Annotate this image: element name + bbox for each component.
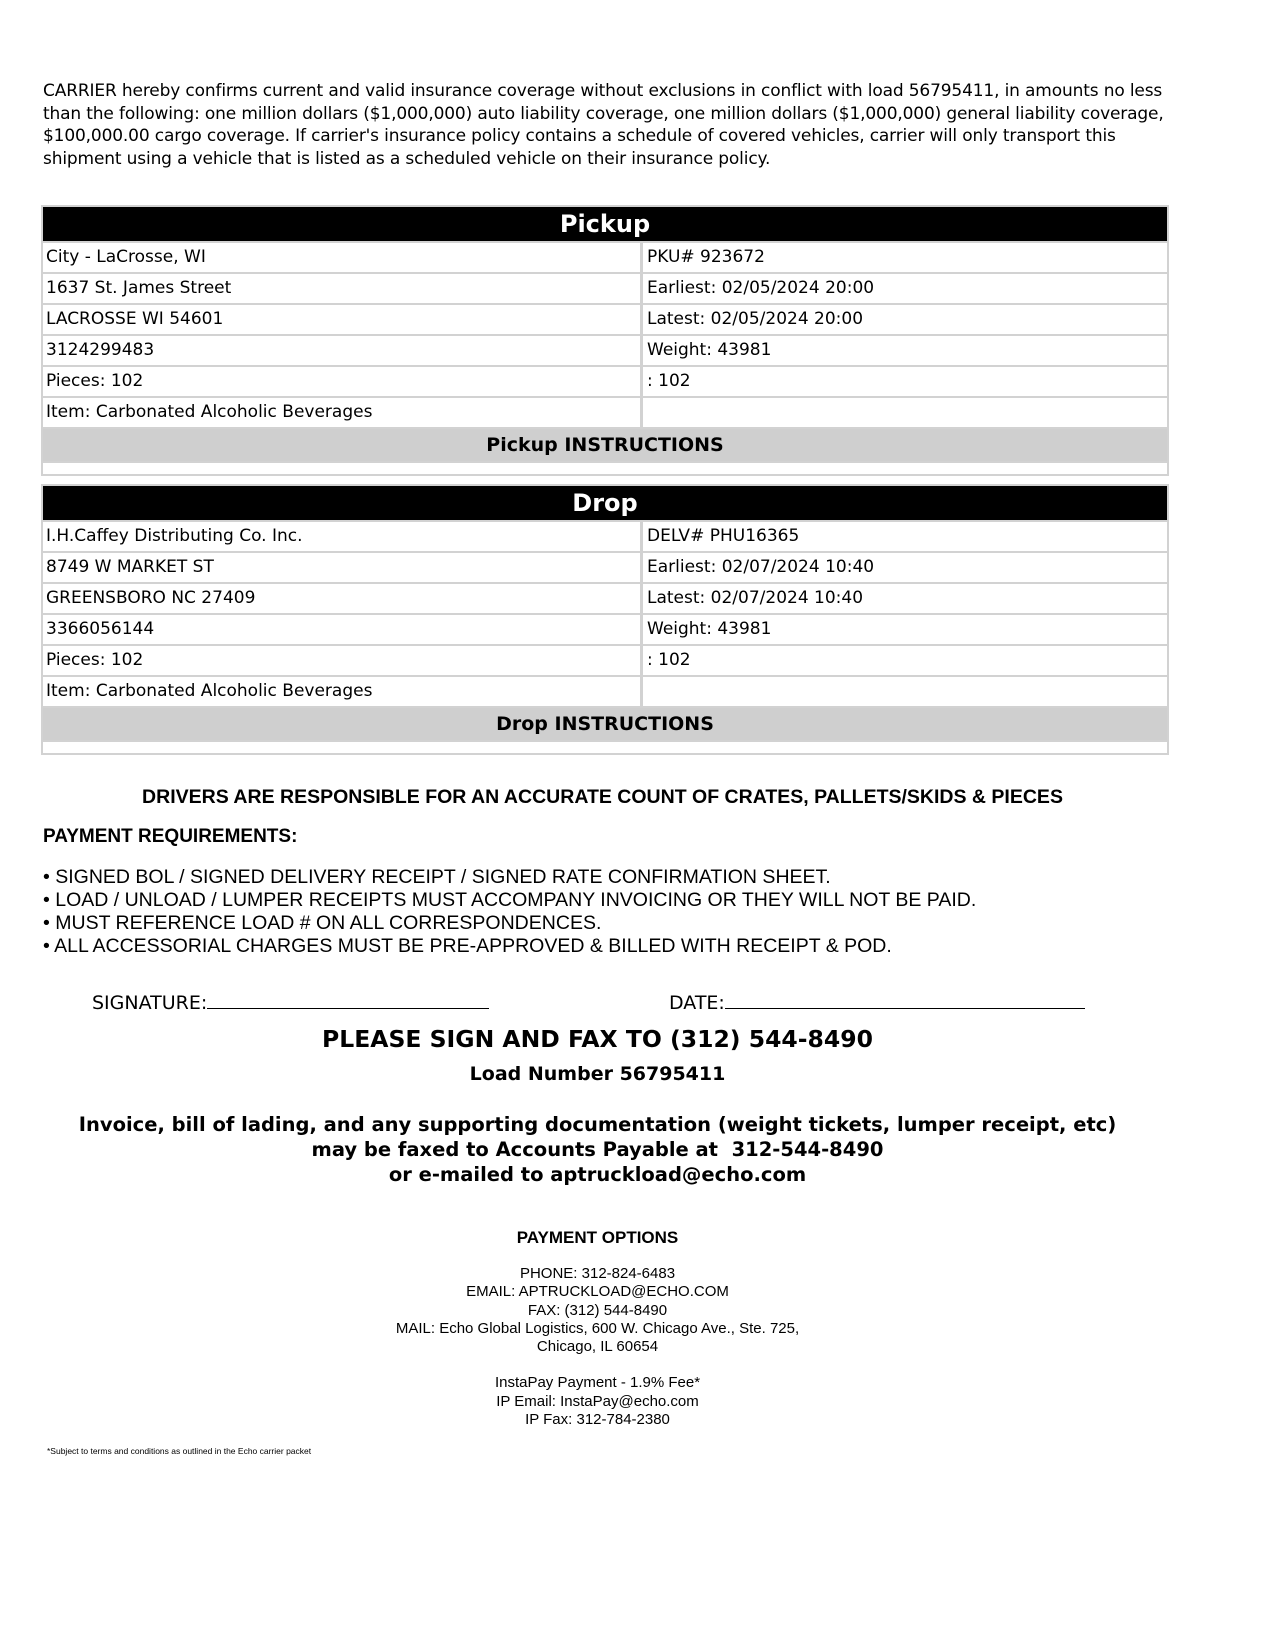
pickup-header: Pickup [43, 207, 1167, 241]
payment-email: EMAIL: APTRUCKLOAD@ECHO.COM [466, 1283, 729, 1301]
table-row [43, 613, 1167, 644]
footnote: *Subject to terms and conditions as outlined in the Echo carrier packet [47, 1446, 312, 1456]
payment-phone: PHONE: 312-824-6483 [519, 1265, 676, 1282]
list-item: • MUST REFERENCE LOAD # ON ALL CORRESPONDENCES. [43, 912, 602, 934]
drop-empty-cell [643, 677, 1167, 706]
pickup-latest: Latest: 02/05/2024 20:00 [647, 309, 864, 329]
drop-instructions-body [43, 740, 1167, 753]
signature-label: SIGNATURE: [92, 992, 208, 1014]
spacer [0, 1356, 1195, 1374]
drop-location-name: I.H.Caffey Distributing Co. Inc. [43, 522, 643, 551]
payment-requirements-list [43, 866, 976, 958]
signature-line[interactable] [207, 990, 489, 1009]
pickup-item: Item: Carbonated Alcoholic Beverages [43, 398, 643, 427]
table-row [43, 396, 1167, 427]
delivery-number: DELV# PHU16365 [647, 526, 800, 546]
drop-instructions-header: Drop INSTRUCTIONS [43, 706, 1167, 740]
date-label: DATE: [669, 992, 725, 1014]
table-row [43, 551, 1167, 582]
drivers-notice: DRIVERS ARE RESPONSIBLE FOR AN ACCURATE COUNT OF CRATES, PALLETS/SKIDS & PIECES [142, 786, 1063, 808]
payment-requirements-title: PAYMENT REQUIREMENTS: [43, 826, 298, 847]
signature-field[interactable] [92, 990, 489, 1014]
drop-earliest: Earliest: 02/07/2024 10:40 [647, 557, 875, 577]
instapay-fee: InstaPay Payment - 1.9% Fee* [494, 1374, 701, 1392]
table-row [43, 582, 1167, 613]
drop-item: Item: Carbonated Alcoholic Beverages [43, 677, 643, 706]
pickup-pieces: Pieces: 102 [43, 367, 643, 396]
drop-table [41, 484, 1169, 755]
invoice-line: Invoice, bill of lading, and any supporting documentation (weight tickets, lumper receipt, etc) [78, 1113, 1117, 1136]
table-row [43, 365, 1167, 396]
pickup-table [41, 205, 1169, 476]
drop-header: Drop [43, 486, 1167, 520]
date-field[interactable] [669, 990, 1085, 1014]
payment-mail-city: Chicago, IL 60654 [536, 1338, 659, 1356]
table-row [43, 675, 1167, 706]
pickup-city-state-zip: LACROSSE WI 54601 [43, 305, 643, 334]
payment-options [0, 1265, 1195, 1429]
instapay-email: IP Email: InstaPay@echo.com [496, 1392, 699, 1410]
pickup-number: PKU# 923672 [647, 247, 765, 267]
drop-weight: Weight: 43981 [647, 619, 772, 639]
pickup-address: 1637 St. James Street [43, 274, 643, 303]
pickup-phone: 3124299483 [43, 336, 643, 365]
instapay-fax: IP Fax: 312-784-2380 [525, 1411, 670, 1429]
date-line[interactable] [725, 990, 1085, 1009]
payment-mail: MAIL: Echo Global Logistics, 600 W. Chicago Ave., Ste. 725, [395, 1319, 800, 1337]
table-row [43, 644, 1167, 675]
pickup-pieces-count: : 102 [647, 371, 691, 391]
load-number: Load Number 56795411 [469, 1063, 726, 1085]
pickup-weight: Weight: 43981 [647, 340, 772, 360]
pickup-instructions-header: Pickup INSTRUCTIONS [43, 427, 1167, 461]
payment-fax: FAX: (312) 544-8490 [527, 1301, 668, 1319]
pickup-empty-cell [643, 398, 1167, 427]
drop-address: 8749 W MARKET ST [43, 553, 643, 582]
drop-pieces: Pieces: 102 [43, 646, 643, 675]
pickup-location-name: City - LaCrosse, WI [43, 243, 643, 272]
list-item: • ALL ACCESSORIAL CHARGES MUST BE PRE-APPROVED & BILLED WITH RECEIPT & POD. [43, 935, 892, 957]
table-row [43, 272, 1167, 303]
invoice-instructions [0, 1112, 1195, 1187]
table-row [43, 334, 1167, 365]
pickup-instructions-body [43, 461, 1167, 474]
payment-options-title: PAYMENT OPTIONS [516, 1228, 679, 1247]
drop-city-state-zip: GREENSBORO NC 27409 [43, 584, 643, 613]
insurance-statement: CARRIER hereby confirms current and valid insurance coverage without exclusions in conflict with load 56795411, in amounts no less than the following: one million dollars ($1,000,000) auto liability coverage, one million dollars ($1,000,000) general liability coverage, $100,000.00 cargo coverage. If carrier's insurance policy contains a schedule of covered vehicles, carrier will only transport this shipment using a vehicle that is listed as a scheduled vehicle on their insurance policy. [43, 81, 1164, 169]
invoice-line: or e-mailed to aptruckload@echo.com [388, 1163, 807, 1186]
drop-latest: Latest: 02/07/2024 10:40 [647, 588, 864, 608]
drop-phone: 3366056144 [43, 615, 643, 644]
list-item: • LOAD / UNLOAD / LUMPER RECEIPTS MUST ACCOMPANY INVOICING OR THEY WILL NOT BE PAID. [43, 889, 977, 911]
list-item: • SIGNED BOL / SIGNED DELIVERY RECEIPT / SIGNED RATE CONFIRMATION SHEET. [43, 866, 831, 888]
invoice-line: may be faxed to Accounts Payable at 312-544-8490 [311, 1138, 884, 1161]
fax-instruction: PLEASE SIGN AND FAX TO (312) 544-8490 [322, 1025, 873, 1053]
table-row [43, 303, 1167, 334]
table-row [43, 241, 1167, 272]
pickup-earliest: Earliest: 02/05/2024 20:00 [647, 278, 875, 298]
drop-pieces-count: : 102 [647, 650, 691, 670]
table-row [43, 520, 1167, 551]
